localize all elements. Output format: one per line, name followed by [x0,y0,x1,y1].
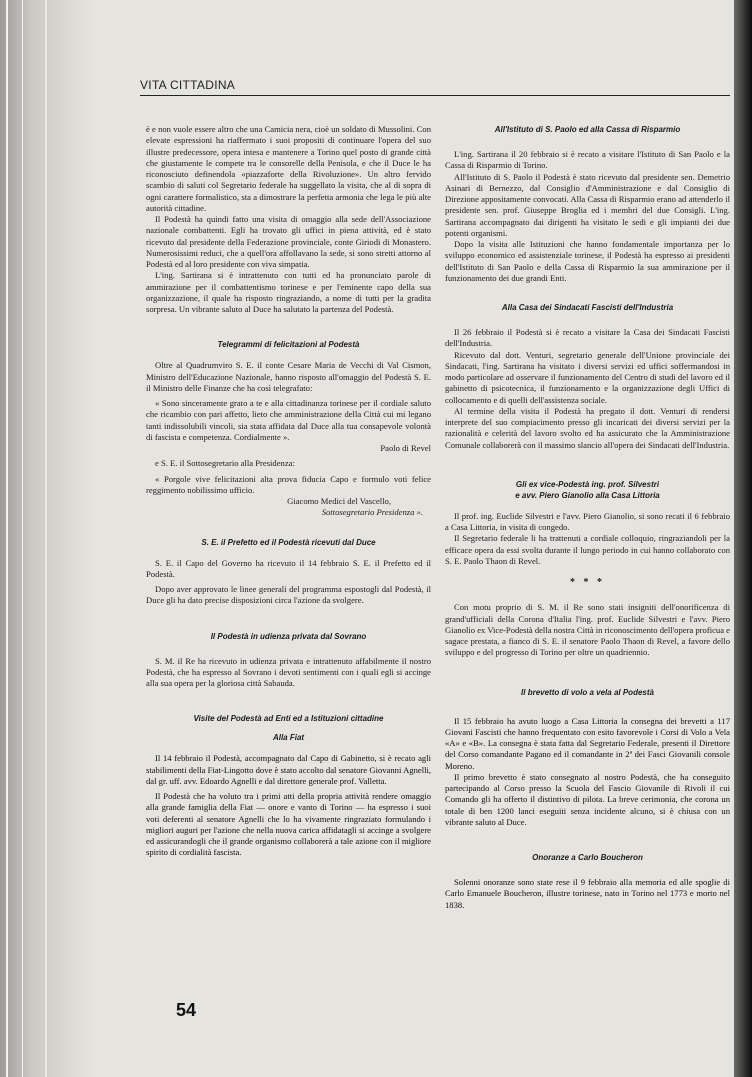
paragraph: Solenni onoranze sono state rese il 9 febbraio alla memoria ed alle spoglie di Carlo Emanuele Boucheron, illustre torinese, nato in Torino nel 1773 e morto nel 1838. [445,877,730,910]
left-column [146,124,431,859]
scan-streak [22,0,23,1077]
paragraph: Il prof. ing. Euclide Silvestri e l'avv. Piero Gianolio, si sono recati il 6 febbraio a Casa Littoria, in visita di congedo. [445,510,730,532]
article-heading: Gli ex vice-Podestà ing. prof. Silvestri [515,479,660,489]
article-heading: Telegrammi di felicitazioni al Podestà [217,340,360,350]
signature: Paolo di Revel [380,443,431,453]
paragraph: Oltre al Quadrumviro S. E. il conte Cesare Maria de Vecchi di Val Cismon, Ministro dell'Educazione Nazionale, hanno risposto all'omaggio del Podestà S. E. il Ministro delle Finanze che ha così telegrafato: [146,360,431,393]
paragraph: All'Istituto di S. Paolo il Podestà è stato ricevuto dal presidente sen. Demetrio Asinari di Bernezzo, dal Consiglio d'Amministrazione e dal Consiglio di Direzione appositamente convocati. Alla Cassa di Risparmio erano ad attenderlo il presidente sen. prof. Giuseppe Broglia ed i membri del due Consigli. L'ing. Sartirana accompagnato dai dirigenti ha visitato le sedi e gli impianti dei due potenti organismi. [445,171,730,238]
scan-streak [45,0,47,1077]
article-heading: Il brevetto di volo a vela al Podestà [521,687,654,697]
paragraph: Il primo brevetto è stato consegnato al nostro Podestà, che ha conseguito partecipando al Corso presso la Scuola del Fascio Giovanile di Rivoli il cui Comando gli ha offerto il distintivo di pilota. La breve cerimonia, che corona un totale di ben 1200 lanci eseguiti senza incidente alcuno, si è chiusa con un vibrante saluto al Duce. [445,771,730,827]
paragraph: L'ing. Sartirana si è intrattenuto con tutti ed ha pronunciato parole di ammirazione per il combattentismo torinese e per l'eminente capo della sua organizzazione, il quale ha risposto ringraziando, a nome di tutti per la gradita sorpresa. Un vibrante saluto al Duce ha salutato la partenza del Podestà. [146,270,431,314]
telegram-quote: « Sono sinceramente grato a te e alla cittadinanza torinese per il cordiale saluto che ricambio con pari affetto, lieto che amministrazione della Città cui mi legano tanti indissolubili vincoli, sia stata affidata dal Duce alla tua consapevole volontà di fascista e competenza. Cordialmente ». [146,398,431,442]
article-heading: All'Istituto di S. Paolo ed alla Cassa di Risparmio [494,125,681,134]
article-heading: Alla Casa dei Sindacati Fascisti dell'Industria [501,303,674,312]
paragraph: Al termine della visita il Podestà ha pregato il dott. Venturi di rendersi interprete del suo compiacimento presso gli incaricati dei diversi servizi per la razionalità e celerità del lavoro svolto ed ha assicurato che la Amministrazione Comunale collaborerà con il massimo slancio all'opera dei Sindacati dell'Industria. [445,405,730,450]
article-heading: Visite del Podestà ad Enti ed a Istituzioni cittadine [193,714,384,724]
article-heading: Onoranze a Carlo Boucheron [532,853,643,862]
paragraph: Il Podestà ha quindi fatto una visita di omaggio alla sede dell'Associazione nazionale combattenti. Egli ha trovato gli uffici in piena attività, ed è stato ricevuto dal presidente della Federazione provinciale, conte Giriodi di Monastero. Numerosissimi reduci, che a quell'ora affollavano la sede, si sono stretti attorno al Podestà ed al loro presidente con viva simpatia. [146,214,431,269]
signature: Giacomo Medici del Vascello, [287,496,391,506]
paragraph: Il Segretario federale li ha trattenuti a cordiale colloquio, ringraziandoli per la efficace opera da essi svolta durante il lungo periodo in cui hanno collaborato con S. E. Paolo Thaon di Revel. [445,533,730,566]
article-subheading: Alla Fiat [272,733,305,743]
paragraph: Il Podestà che ha voluto tra i primi atti della propria attività rendere omaggio alla grande famiglia della Fiat — onore e vanto di Torino — ha espresso i suoi voti deferenti al senatore Agnelli che lo ha vivamente ringraziato formulando i migliori auguri per l'azione che nella nuova carica affidatagli si accinge a svolgere ed assicurandogli che il grande organismo collaborerà a tale azione con il migliore spirito di cordialità fascista. [146,791,431,858]
paragraph: L'ing. Sartirana il 20 febbraio si è recato a visitare l'Istituto di San Paolo e la Cassa di Risparmio di Torino. [445,149,730,171]
telegram-quote: « Porgole vive felicitazioni alta prova fiducia Capo e formulo voti felice reggimento nobilissimo ufficio. [146,473,431,495]
paragraph: Il 14 febbraio il Podestà, accompagnato dal Capo di Gabinetto, si è recato agli stabilimenti della Fiat-Lingotto dove è stato accolto dal senatore Giovanni Agnelli, dal gr. uff. avv. Edoardo Agnelli e dal direttore generale prof. Valletta. [146,753,431,786]
section-separator: * * * [570,577,605,588]
running-header [140,78,730,100]
paragraph: Dopo la visita alle Istituzioni che hanno fondamentale importanza per lo sviluppo economico ed assistenziale torinese, il Podestà ha espresso ai presidenti dell'Istituto di San Paolo e della Cassa di Risparmio la sua ammirazione per il funzionamento dei due grandi Enti. [445,239,730,283]
paragraph: Con motu proprio di S. M. il Re sono stati insigniti dell'onorificenza di grand'ufficiali della Corona d'Italia l'ing. prof. Euclide Silvestri e l'avv. Piero Gianolio ex Vice-Podestà della nostra Città in riconoscimento dell'opera proficua e sagace prestata, a fianco di S. E. il senatore Paolo Thaon di Revel, a favore dello sviluppo e del progresso di Torino per oltre un quadriennio. [445,602,730,658]
section-title: VITA CITTADINA [140,78,236,92]
paragraph: Dopo aver approvato le linee generali del programma espostogli dal Podestà, il Duce gli ha dato precise disposizioni circa l'azione da svolgere. [146,584,431,606]
paragraph: Il 15 febbraio ha avuto luogo a Casa Littoria la consegna dei brevetti a 117 Giovani Fascisti che hanno frequentato con esito favorevole i Corsi di Volo a Vela «A» e «B». La consegna è stata fatta dal Segretario Federale, presenti il Direttore del Corso comandante Pagano ed il comandante in 2ª dei Fasci Giovanili console Moreno. [445,715,730,771]
paragraph: è e non vuole essere altro che una Camicia nera, cioè un soldato di Mussolini. Con elevate espressioni ha riaffermato i suoi propositi di continuare l'opera del suo illustre predecessore, opera intesa e mantenere a Torino quel posto di grande città che giustamente le compete tra le consorelle della Penisola, e che il Duce le ha riconosciuto definendola «piazzaforte della Rivoluzione». Un altro fervido scambio di saluti col Segretario federale ha suggellato la visita, che al di sopra di ogni carattere formalistico, sta a dimostrare la perfetta armonia che lega le più alte autorità cittadine. [146,124,431,213]
article-heading: e avv. Piero Gianolio alla Casa Littoria [515,490,660,500]
right-column [445,124,730,911]
paragraph: e S. E. il Sottosegretario alla Presidenza: [155,458,295,469]
signature-title: Sottosegretario Presidenza ». [321,507,423,518]
paragraph: Il 26 febbraio il Podestà si è recato a visitare la Casa dei Sindacati Fascisti dell'Industria. [445,327,730,349]
scan-streak [6,0,8,1077]
page-right-edge [734,0,752,1077]
paragraph: S. E. il Capo del Governo ha ricevuto il 14 febbraio S. E. il Prefetto ed il Podestà. [146,557,431,579]
header-rule [140,95,730,96]
paragraph: Ricevuto dal dott. Venturi, segretario generale dell'Unione provinciale dei Sindacati, l'ing. Sartirana ha visitato i diversi servizi ed uffici soffermandosi in modo particolare ad osservare il funzionamento del Centro di studi del lavoro ed il gabinetto di psicotecnica, il funzionamento e la organizzazione degli Uffici di collocamento e di quelli dell'assistenza sociale. [445,349,730,405]
article-heading: S. E. il Prefetto ed il Podestà ricevuti dal Duce [201,537,376,547]
paragraph: S. M. il Re ha ricevuto in udienza privata e intrattenuto affabilmente il nostro Podestà, che ha espresso al Sovrano i devoti sentimenti con i quali egli si accinge alla sua opera per la gloriosa città Sabauda. [146,655,431,688]
page-number: 54 [176,1000,197,1020]
article-heading: Il Podestà in udienza privata dal Sovrano [210,631,367,641]
